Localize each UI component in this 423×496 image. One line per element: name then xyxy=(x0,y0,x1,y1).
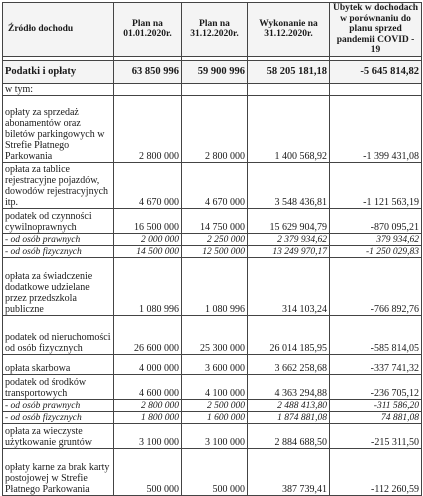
header-execution: Wykonanie na 31.12.2020r. xyxy=(248,3,330,57)
row-execution: 3 548 436,81 xyxy=(248,162,330,208)
row-loss: -585 814,05 xyxy=(330,315,422,354)
table-row xyxy=(3,95,422,162)
table-row xyxy=(3,423,422,448)
total-plan-start: 63 850 996 xyxy=(114,60,182,83)
row-plan-start: 26 600 000 xyxy=(114,315,182,354)
row-plan-start: 1 800 000 xyxy=(114,411,182,423)
row-loss: -337 741,32 xyxy=(330,354,422,374)
row-plan-end: 14 750 000 xyxy=(182,208,248,233)
header-row xyxy=(3,3,422,57)
row-execution: 4 363 294,88 xyxy=(248,374,330,399)
row-plan-start: 16 500 000 xyxy=(114,208,182,233)
row-plan-start: 4 600 000 xyxy=(114,374,182,399)
row-plan-start: 2 800 000 xyxy=(114,399,182,411)
row-plan-end: 2 500 000 xyxy=(182,399,248,411)
row-label: podatek od nieruchomości od osób fizycznych xyxy=(3,315,114,354)
header-loss: Ubytek w dochodach w porównaniu do planu sprzed pandemii COVID - 19 xyxy=(330,3,422,57)
header-plan-start: Plan na 01.01.2020r. xyxy=(114,3,182,57)
row-execution: 1 400 568,92 xyxy=(248,95,330,162)
total-execution: 58 205 181,18 xyxy=(248,60,330,83)
row-label: opłata skarbowa xyxy=(3,354,114,374)
table-row xyxy=(3,208,422,233)
row-loss: 379 934,62 xyxy=(330,233,422,245)
row-plan-start: 500 000 xyxy=(114,448,182,495)
row-plan-end: 3 100 000 xyxy=(182,423,248,448)
row-label: opłaty karne za brak karty postojowej w Strefie Płatnego Parkowania xyxy=(3,448,114,495)
income-table xyxy=(2,2,422,496)
row-plan-end: 2 250 000 xyxy=(182,233,248,245)
row-loss: -1 399 431,08 xyxy=(330,95,422,162)
table-row xyxy=(3,448,422,495)
row-label: opłata za świadczenie dodatkowe udzielane przez przedszkola publiczne xyxy=(3,257,114,315)
row-plan-start: 3 100 000 xyxy=(114,423,182,448)
table-row xyxy=(3,399,422,411)
row-label: opłaty za sprzedaż abonamentów oraz biletów parkingowych w Strefie Płatnego Parkowania xyxy=(3,95,114,162)
header-source: Źródło dochodu xyxy=(3,3,114,57)
row-plan-start: 2 800 000 xyxy=(114,95,182,162)
row-loss: -311 586,20 xyxy=(330,399,422,411)
row-loss: 74 881,08 xyxy=(330,411,422,423)
row-label: podatek od czynności cywilnoprawnych xyxy=(3,208,114,233)
row-label: opłata za tablice rejestracyjne pojazdów, dowodów rejestracyjnych itp. xyxy=(3,162,114,208)
row-loss: -236 705,12 xyxy=(330,374,422,399)
row-label: podatek od środków transportowych xyxy=(3,374,114,399)
row-label: - od osób fizycznych xyxy=(3,245,114,257)
header-plan-end: Plan na 31.12.2020r. xyxy=(182,3,248,57)
row-execution: 26 014 185,95 xyxy=(248,315,330,354)
row-plan-end: 1 600 000 xyxy=(182,411,248,423)
row-execution: 15 629 904,79 xyxy=(248,208,330,233)
row-execution: 314 103,24 xyxy=(248,257,330,315)
row-label: - od osób prawnych xyxy=(3,399,114,411)
row-plan-end: 4 670 000 xyxy=(182,162,248,208)
row-loss: -1 121 563,19 xyxy=(330,162,422,208)
table-row xyxy=(3,162,422,208)
row-loss: -112 260,59 xyxy=(330,448,422,495)
table-row xyxy=(3,411,422,423)
row-label: - od osób fizycznych xyxy=(3,411,114,423)
intro-row xyxy=(3,83,422,95)
row-label: - od osób prawnych xyxy=(3,233,114,245)
row-plan-start: 14 500 000 xyxy=(114,245,182,257)
table-row xyxy=(3,315,422,354)
total-plan-end: 59 900 996 xyxy=(182,60,248,83)
row-loss: -870 095,21 xyxy=(330,208,422,233)
row-execution: 13 249 970,17 xyxy=(248,245,330,257)
total-label: Podatki i opłaty xyxy=(3,60,114,83)
row-plan-start: 4 000 000 xyxy=(114,354,182,374)
row-loss: -215 311,50 xyxy=(330,423,422,448)
row-loss: -1 250 029,83 xyxy=(330,245,422,257)
row-execution: 2 488 413,80 xyxy=(248,399,330,411)
table-row xyxy=(3,354,422,374)
row-plan-start: 2 000 000 xyxy=(114,233,182,245)
row-plan-end: 2 800 000 xyxy=(182,95,248,162)
row-plan-end: 25 300 000 xyxy=(182,315,248,354)
row-execution: 2 379 934,62 xyxy=(248,233,330,245)
table-row xyxy=(3,257,422,315)
row-execution: 1 874 881,08 xyxy=(248,411,330,423)
total-loss: -5 645 814,82 xyxy=(330,60,422,83)
row-plan-start: 1 080 996 xyxy=(114,257,182,315)
table-row xyxy=(3,233,422,245)
table-row xyxy=(3,245,422,257)
row-plan-start: 4 670 000 xyxy=(114,162,182,208)
row-loss: -766 892,76 xyxy=(330,257,422,315)
intro-label: w tym: xyxy=(3,83,114,95)
table-row xyxy=(3,374,422,399)
row-execution: 387 739,41 xyxy=(248,448,330,495)
row-plan-end: 500 000 xyxy=(182,448,248,495)
row-execution: 3 662 258,68 xyxy=(248,354,330,374)
row-plan-end: 12 500 000 xyxy=(182,245,248,257)
row-plan-end: 4 100 000 xyxy=(182,374,248,399)
row-plan-end: 1 080 996 xyxy=(182,257,248,315)
row-plan-end: 3 600 000 xyxy=(182,354,248,374)
total-row xyxy=(3,60,422,83)
row-label: opłata za wieczyste użytkowanie gruntów xyxy=(3,423,114,448)
row-execution: 2 884 688,50 xyxy=(248,423,330,448)
